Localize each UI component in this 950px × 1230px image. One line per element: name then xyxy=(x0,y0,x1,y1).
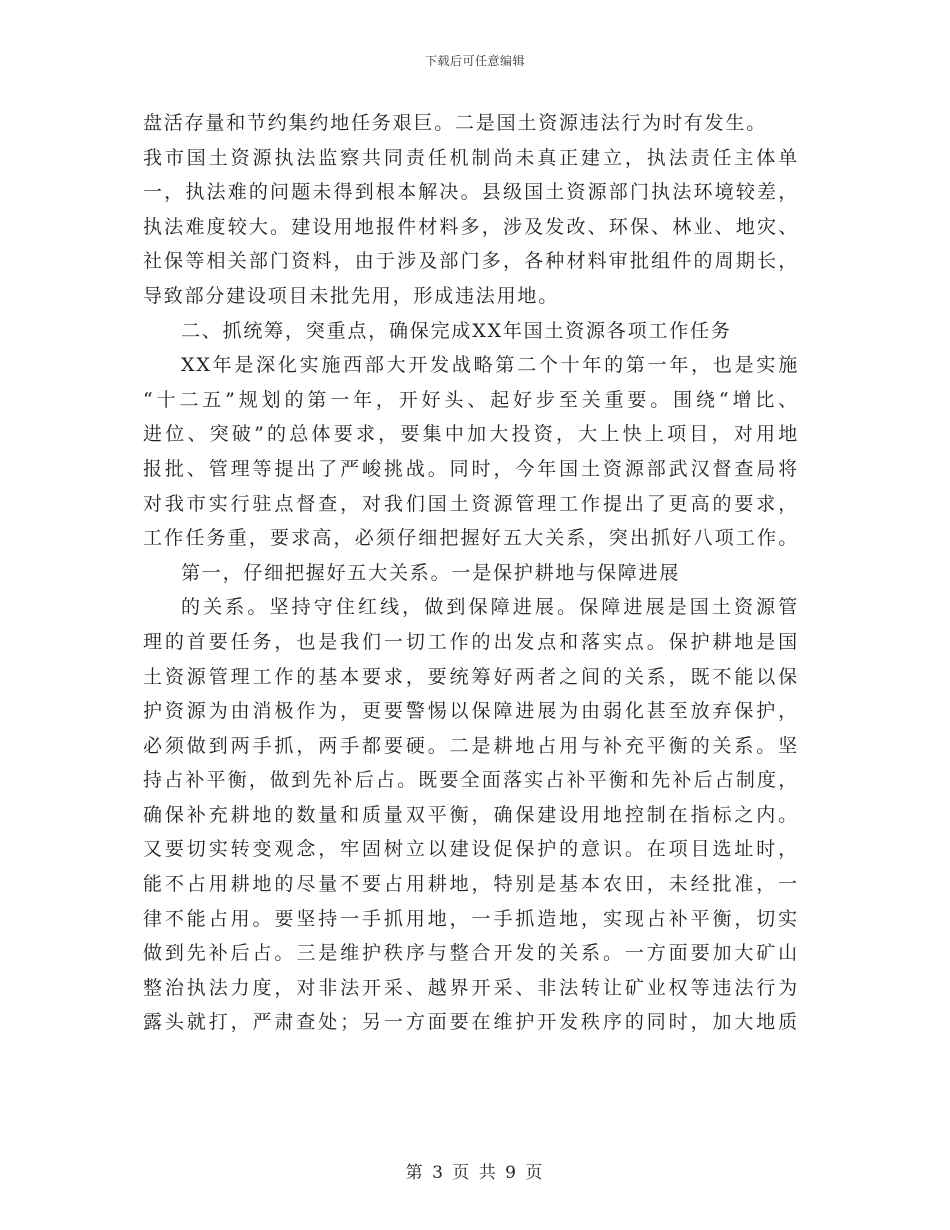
text-line: 律不能占用。要坚持一手抓用地，一手抓造地，实现占补平衡，切实 xyxy=(143,907,799,930)
text-line: 确保补充耕地的数量和质量双平衡，确保建设用地控制在指标之内。 xyxy=(143,803,799,826)
text-line: 必须做到两手抓，两手都要硬。二是耕地占用与补充平衡的关系。坚 xyxy=(143,734,799,757)
text-line: 导致部分建设项目未批先用，形成违法用地。 xyxy=(143,284,560,307)
page-number: 第 3 页 共 9 页 xyxy=(405,1163,545,1183)
text-line: 露头就打，严肃查处；另一方面要在维护开发秩序的同时，加大地质 xyxy=(143,1011,799,1034)
text-line: 二、抓统筹，突重点，确保完成XX年国土资源各项工作任务 xyxy=(181,319,732,342)
text-line: 的关系。坚持守住红线，做到保障进展。保障进展是国土资源管 xyxy=(181,596,799,619)
text-line: 理的首要任务，也是我们一切工作的出发点和落实点。保护耕地是国 xyxy=(143,630,799,653)
text-line: 执法难度较大。建设用地报件材料多，涉及发改、环保、林业、地灾、 xyxy=(143,215,799,238)
text-line: “十二五”规划的第一年，开好头、起好步至关重要。围绕“增比、 xyxy=(143,388,799,411)
text-line: 进位、突破”的总体要求，要集中加大投资，大上快上项目，对用地 xyxy=(143,423,799,446)
text-line: 报批、管理等提出了严峻挑战。同时，今年国土资源部武汉督查局将 xyxy=(143,457,799,480)
page-header: 下载后可任意编辑 xyxy=(424,54,525,68)
text-line: 又要切实转变观念，牢固树立以建设促保护的意识。在项目选址时， xyxy=(143,838,799,861)
text-line: 土资源管理工作的基本要求，要统筹好两者之间的关系，既不能以保 xyxy=(143,665,799,688)
text-line: 第一，仔细把握好五大关系。一是保护耕地与保障进展 xyxy=(181,561,681,584)
document-body xyxy=(143,106,799,1040)
text-line: 对我市实行驻点督查，对我们国土资源管理工作提出了更高的要求， xyxy=(143,492,799,515)
text-line: 一，执法难的问题未得到根本解决。县级国土资源部门执法环境较差， xyxy=(143,181,799,204)
text-line: 社保等相关部门资料，由于涉及部门多，各种材料审批组件的周期长， xyxy=(143,250,799,273)
text-line: 盘活存量和节约集约地任务艰巨。二是国土资源违法行为时有发生。 xyxy=(143,112,768,134)
text-line: 工作任务重，要求高，必须仔细把握好五大关系，突出抓好八项工作。 xyxy=(143,527,799,550)
text-line: 持占补平衡，做到先补后占。既要全面落实占补平衡和先补后占制度， xyxy=(143,769,799,792)
text-line: 护资源为由消极作为，更要警惕以保障进展为由弱化甚至放弃保护， xyxy=(143,700,799,723)
text-line: 能不占用耕地的尽量不要占用耕地，特别是基本农田，未经批准，一 xyxy=(143,873,799,896)
text-line: 整治执法力度，对非法开采、越界开采、非法转让矿业权等违法行为 xyxy=(143,976,799,999)
text-line: 我市国土资源执法监察共同责任机制尚未真正建立，执法责任主体单 xyxy=(143,146,799,169)
text-line: 做到先补后占。三是维护秩序与整合开发的关系。一方面要加大矿山 xyxy=(143,942,799,965)
text-line: XX年是深化实施西部大开发战略第二个十年的第一年，也是实施 xyxy=(181,354,799,377)
